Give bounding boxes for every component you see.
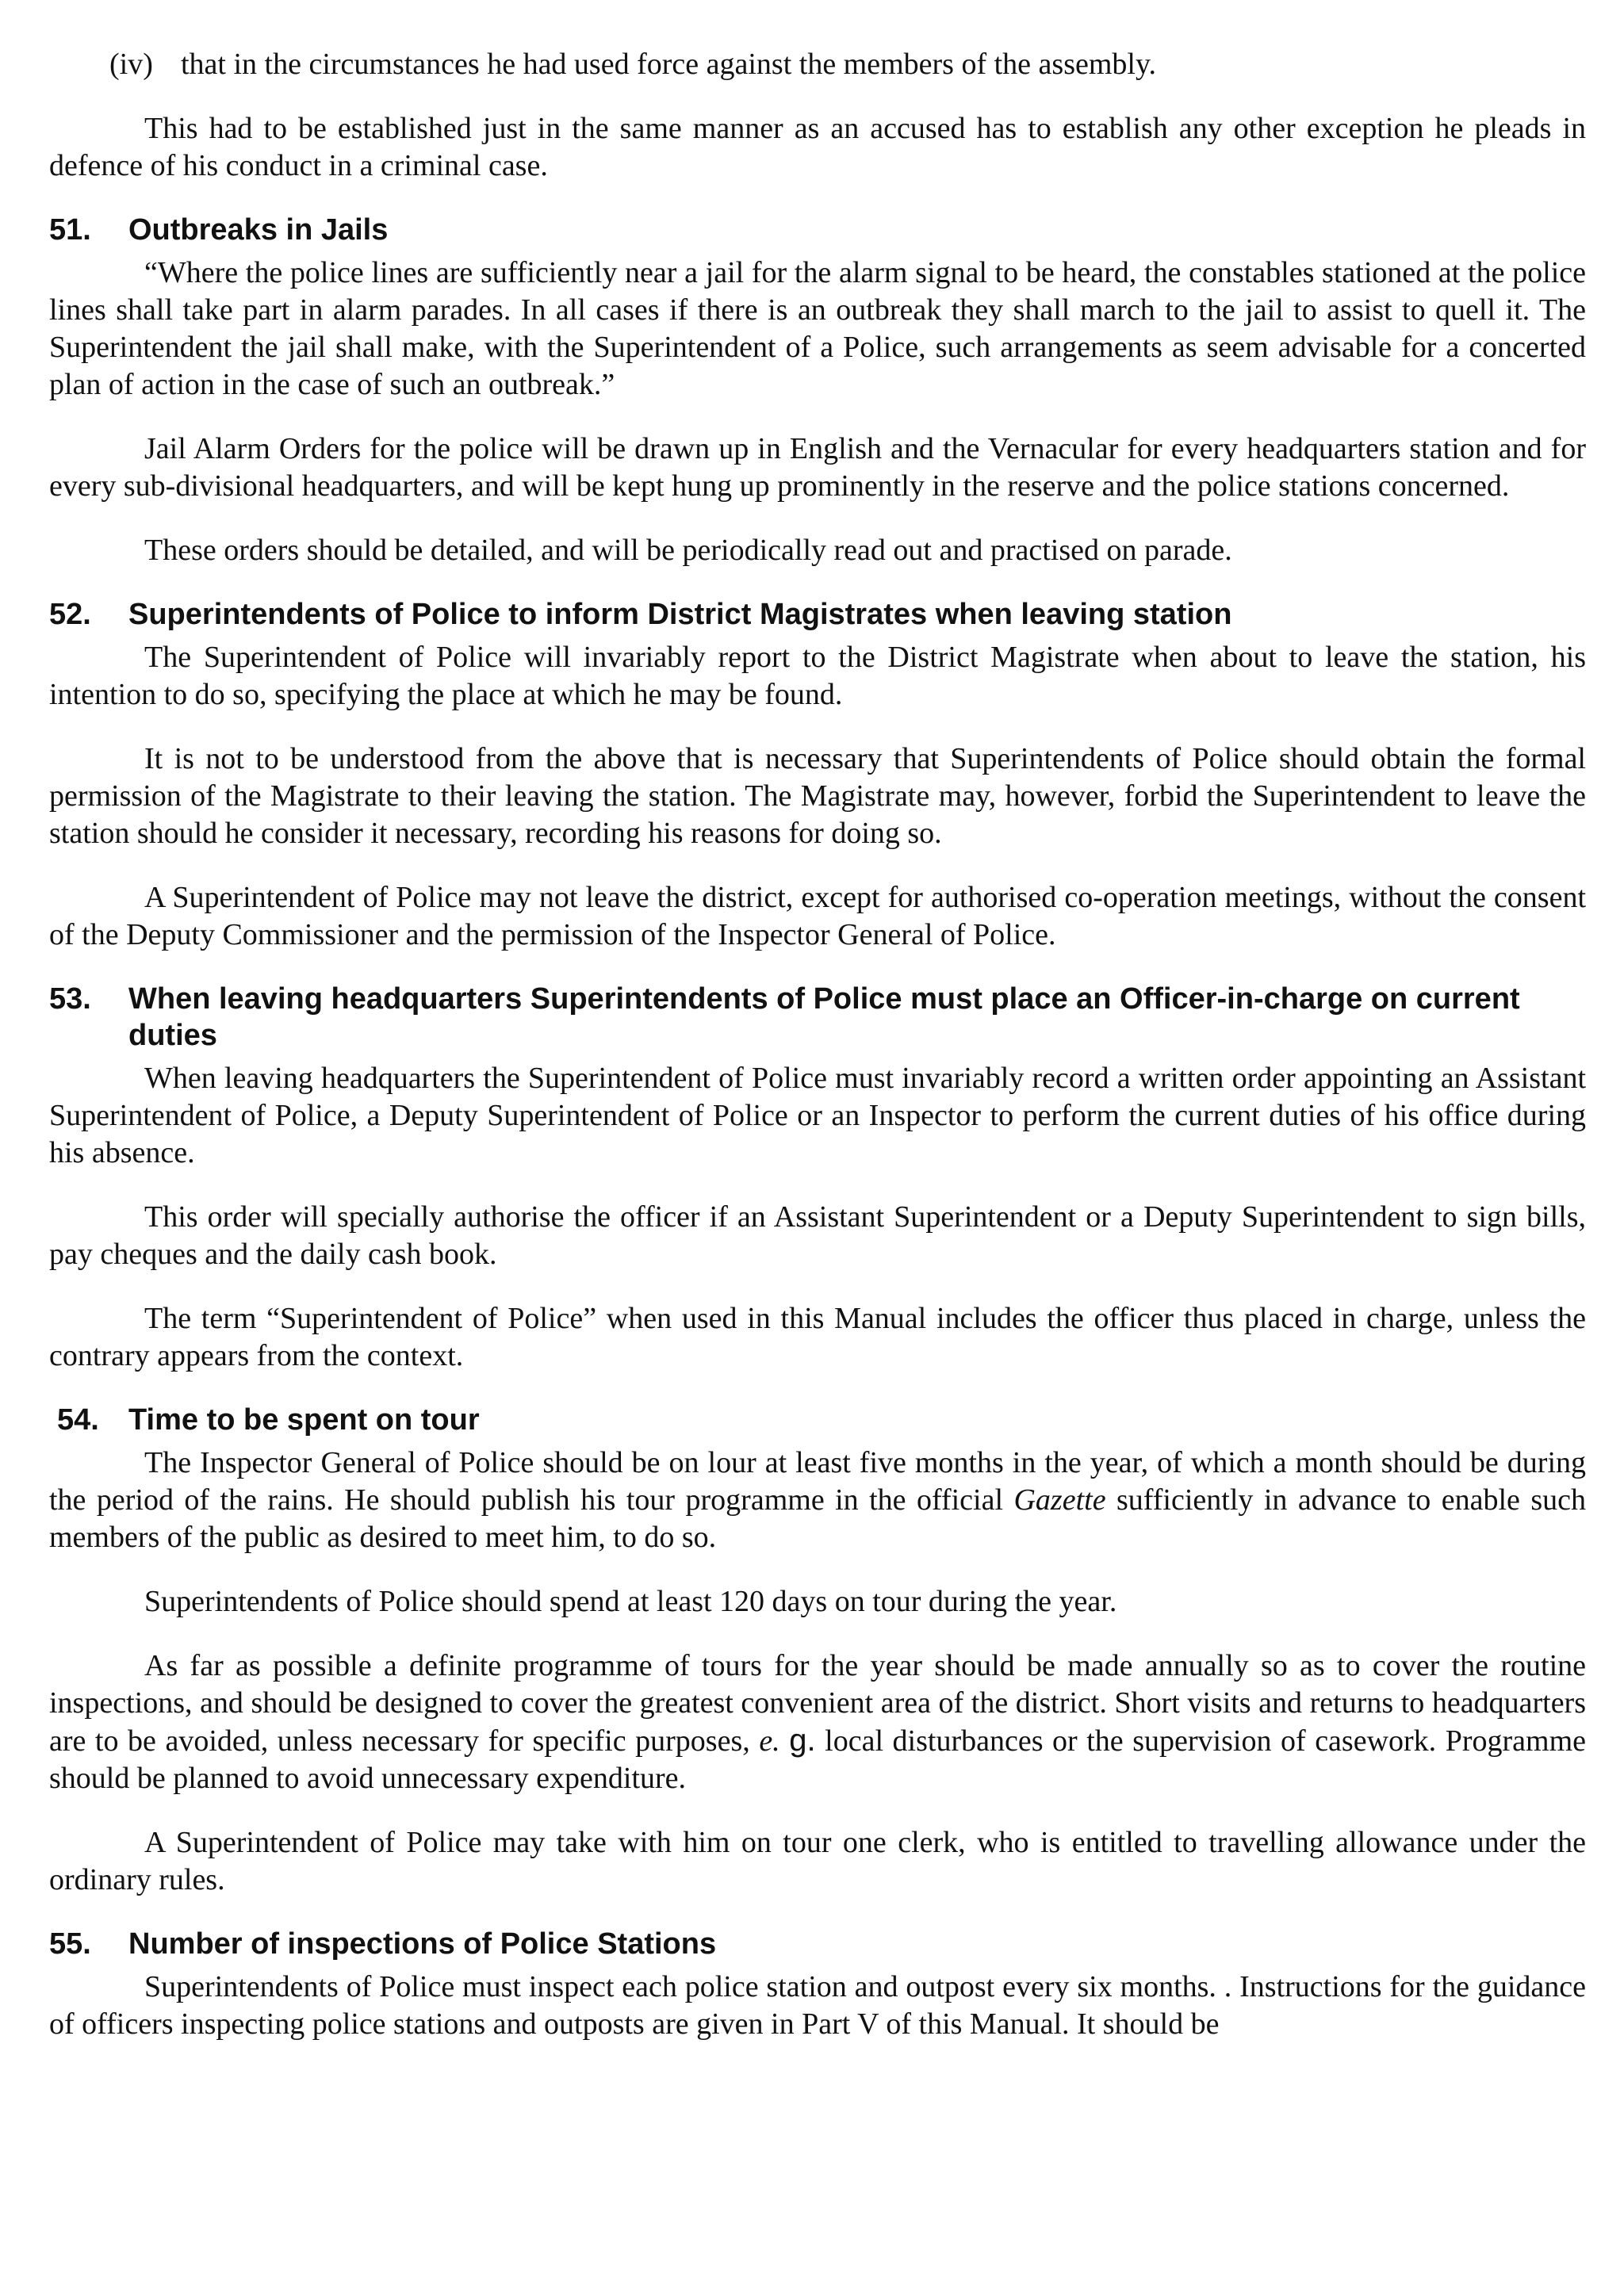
section-54-heading: [49, 1402, 1586, 1438]
section-51-paragraph-2: Jail Alarm Orders for the police will be drawn up in English and the Vernacular for every headquarters station and for every sub-divisional headquarters, and will be kept hung up prominently in the reserve and the police stations concerned.: [49, 432, 1586, 503]
section-55-paragraph-1: Superintendents of Police must inspect each police station and outpost every six months. . Instructions for the guidance of officers inspecting police stations and outposts are given in Part V of this Manual. It should be: [49, 1970, 1586, 2041]
section-53-paragraph-3: The term “Superintendent of Police” when used in this Manual includes the officer thus placed in charge, unless the contrary appears from the context.: [49, 1302, 1586, 1372]
section-52-paragraph-3: A Superintendent of Police may not leave the district, except for authorised co-operation meetings, without the consent of the Deputy Commissioner and the permission of the Inspector General of Police.: [49, 881, 1586, 951]
section-51-paragraph-1: “Where the police lines are sufficiently near a jail for the alarm signal to be heard, the constables stationed at the police lines shall take part in alarm parades. In all cases if there is an outbreak they shall march to the jail to assist to quell it. The Superintendent the jail shall make, with the Superintendent of a Police, such arrangements as seem advisable for a concerted plan of action in the case of such an outbreak.”: [49, 256, 1586, 401]
paragraph-text: As far as possible a definite programme of tours for the year should be made annually so as to cover the routine inspections, and should be designed to cover the greatest convenient area of the district. Short visits and returns to headquarters are to be avoided, unless necessary for specific purposes,: [49, 1649, 1586, 1758]
section-number: 53.: [49, 982, 91, 1016]
section-title: Outbreaks in Jails: [128, 213, 389, 247]
section-number: 55.: [49, 1927, 91, 1961]
section-54-paragraph-1: [49, 1445, 1586, 1556]
document-page: [49, 46, 1586, 2070]
section-53-paragraph-1: When leaving headquarters the Superintendent of Police must invariably record a written order appointing an Assistant Superintendent of Police, a Deputy Superintendent of Police or an Inspector to perform the current duties of his office during his absence.: [49, 1062, 1586, 1169]
section-54-paragraph-4: A Superintendent of Police may take with him on tour one clerk, who is entitled to travelling allowance under the ordinary rules.: [49, 1826, 1586, 1896]
section-title: When leaving headquarters Superintendents of Police must place an Officer-in-charge on current duties: [128, 982, 1520, 1052]
section-54-paragraph-2: Superintendents of Police should spend at least 120 days on tour during the year.: [144, 1585, 1117, 1618]
section-title: Superintendents of Police to inform District Magistrates when leaving station: [128, 598, 1232, 631]
section-52-paragraph-2: It is not to be understood from the above that is necessary that Superintendents of Police should obtain the formal permission of the Magistrate to their leaving the station. The Magistrate may, however, forbid the Superintendent to leave the station should he consider it necessary, recording his reasons for doing so.: [49, 742, 1586, 850]
eg-italic-g: g.: [789, 1723, 816, 1758]
list-item-text: that in the circumstances he had used force against the members of the assembly.: [181, 48, 1157, 81]
section-52-paragraph-1: The Superintendent of Police will invariably report to the District Magistrate when about to leave the station, his intention to do so, specifying the place at which he may be found.: [49, 641, 1586, 711]
section-51-paragraph-3: These orders should be detailed, and will be periodically read out and practised on parade.: [144, 534, 1232, 567]
list-item-iv: [49, 46, 1586, 83]
gazette-italic: Gazette: [1013, 1483, 1106, 1517]
eg-italic-e: e.: [759, 1724, 780, 1758]
section-55-heading: [49, 1926, 1586, 1962]
intro-paragraph: This had to be established just in the same manner as an accused has to establish any other exception he pleads in defence of his conduct in a criminal case.: [49, 112, 1586, 182]
section-number: 51.: [49, 213, 91, 247]
list-item-number: (iv): [109, 48, 153, 81]
section-54-paragraph-3: [49, 1647, 1586, 1797]
section-52-heading: [49, 596, 1586, 633]
section-51-heading: [49, 212, 1586, 248]
paragraph-text: local disturbances or the supervision of casework. Programme should be planned to avoid unnecessary expenditure.: [49, 1724, 1587, 1795]
paragraph-text: sufficiently in advance to enable such members of the public as desired to meet him, to do so.: [49, 1483, 1587, 1554]
section-number: 52.: [49, 598, 91, 631]
section-title: Time to be spent on tour: [128, 1403, 480, 1437]
paragraph-text: The Inspector General of Police should be on lour at least five months in the year, of which a month should be during the period of the rains. He should publish his tour programme in the official: [49, 1446, 1586, 1517]
section-53-paragraph-2: This order will specially authorise the officer if an Assistant Superintendent or a Deputy Superintendent to sign bills, pay cheques and the daily cash book.: [49, 1200, 1586, 1271]
section-title: Number of inspections of Police Stations: [128, 1927, 717, 1961]
section-number: 54.: [57, 1403, 99, 1437]
section-53-heading: [49, 981, 1586, 1054]
